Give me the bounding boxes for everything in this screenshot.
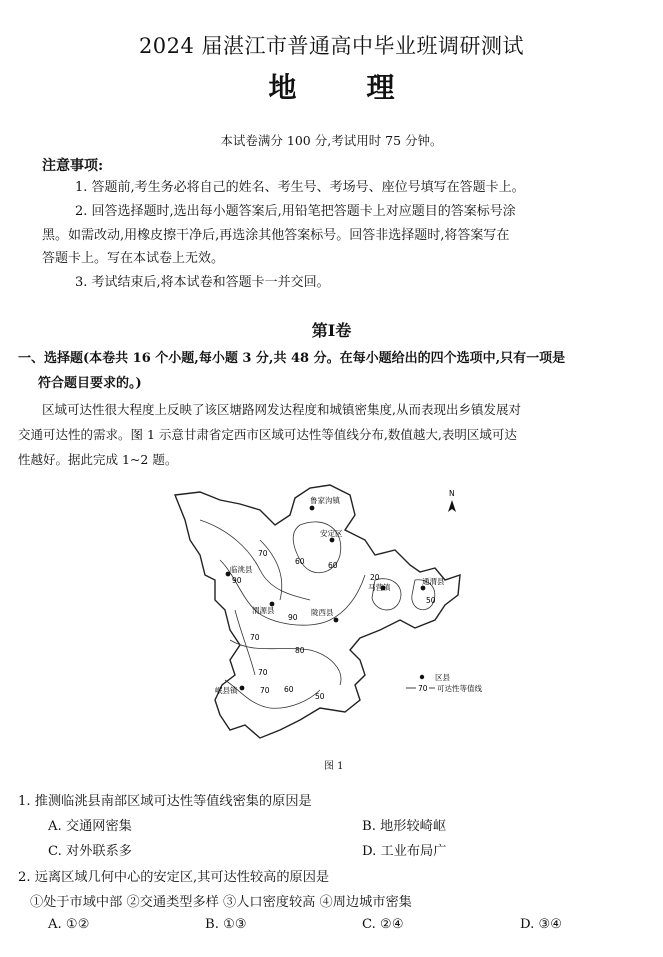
contour-line: [225, 680, 320, 708]
question-2-option-d[interactable]: D. ③④: [520, 917, 563, 932]
notice-item-2-line3: 答题卡上。写在本试卷上无效。: [42, 251, 225, 266]
question-1-option-c[interactable]: C. 对外联系多: [48, 844, 132, 859]
contour-value: 60: [295, 557, 305, 566]
contour-value: 80: [295, 646, 305, 655]
question-2-option-c[interactable]: C. ②④: [362, 917, 404, 932]
notice-item-3: 3. 考试结束后,将本试卷和答题卡一并交回。: [75, 275, 330, 290]
question-2-stem: 2. 远离区域几何中心的安定区,其可达性较高的原因是: [18, 870, 330, 885]
place-label: 岷县镇: [215, 686, 238, 695]
part-instruction-line1: 一、选择题(本卷共 16 个小题,每小题 3 分,共 48 分。在每小题给出的四个选项中,只有一项是: [18, 351, 566, 366]
part-instruction-line2: 符合题目要求的。): [38, 376, 142, 391]
contour-value: 20: [370, 573, 380, 582]
question-1-stem: 1. 推测临洮县南部区域可达性等值线密集的原因是: [18, 794, 312, 809]
legend-line-label: 可达性等值线: [437, 684, 482, 693]
place-label: 马营镇: [368, 583, 391, 592]
contour-line: [200, 520, 310, 600]
subject-title: 地理: [268, 71, 465, 104]
contour-value: 70: [250, 633, 260, 642]
question-2-statements: ①处于市域中部 ②交通类型多样 ③人口密度较高 ④周边城市密集: [30, 895, 412, 910]
place-label: 安定区: [320, 529, 343, 538]
county-dot: [240, 686, 245, 691]
question-1-option-d[interactable]: D. 工业布局广: [362, 844, 447, 859]
notice-item-1: 1. 答题前,考生务必将自己的姓名、考生号、考场号、座位号填写在答题卡上。: [75, 180, 525, 195]
question-2-option-a[interactable]: A. ①②: [48, 917, 90, 932]
exam-title: 2024 届湛江市普通高中毕业班调研测试: [138, 34, 525, 58]
notice-heading: 注意事项:: [42, 158, 104, 174]
contour-value: 90: [232, 576, 242, 585]
legend-county-label: 区县: [435, 673, 450, 682]
county-dot: [330, 538, 335, 543]
contour-value: 70: [258, 549, 268, 558]
contour-value: 70: [260, 686, 270, 695]
passage-line3: 性越好。据此完成 1~2 题。: [18, 452, 178, 467]
contour-value: 50: [315, 692, 325, 701]
section-title: 第Ⅰ卷: [311, 321, 352, 340]
county-dot: [310, 506, 315, 511]
place-label: 陇西县: [311, 608, 334, 617]
contour-value: 60: [284, 685, 294, 694]
map-legend: [406, 673, 482, 693]
legend-line-value: 70: [418, 684, 428, 693]
contour-value: 50: [426, 596, 436, 605]
notice-item-2-line2: 黑。如需改动,用橡皮擦干净后,再选涂其他答案标号。回答非选择题时,将答案写在: [42, 228, 510, 243]
place-label: 临洮县: [230, 565, 253, 574]
notice-item-2-line1: 2. 回答选择题时,选出每小题答案后,用铅笔把答题卡上对应题目的答案标号涂: [75, 204, 516, 219]
passage-line2: 交通可达性的需求。图 1 示意甘肃省定西市区域可达性等值线分布,数值越大,表明区域可达: [18, 427, 517, 442]
contour-value: 70: [258, 668, 268, 677]
question-2-option-b[interactable]: B. ①③: [205, 917, 247, 932]
north-label: N: [449, 489, 455, 498]
place-label: 渭源县: [252, 606, 275, 615]
contour-map: [160, 480, 510, 750]
figure-caption: 图 1: [324, 761, 344, 772]
question-1-option-a[interactable]: A. 交通网密集: [48, 819, 132, 834]
contour-value: 60: [328, 561, 338, 570]
passage-line1: 区域可达性很大程度上反映了该区塘路网发达程度和城镇密集度,从而表现出乡镇发展对: [42, 402, 521, 417]
county-dot: [334, 618, 339, 623]
place-label: 通渭县: [422, 577, 445, 586]
exam-note: 本试卷满分 100 分,考试用时 75 分钟。: [220, 133, 443, 148]
county-dot: [421, 586, 426, 591]
question-1-option-b[interactable]: B. 地形较崎岖: [362, 819, 447, 834]
legend-county-icon: [420, 675, 424, 679]
contour-value: 90: [288, 613, 298, 622]
place-label: 鲁家沟镇: [310, 496, 340, 505]
north-arrow-icon: [448, 489, 456, 512]
